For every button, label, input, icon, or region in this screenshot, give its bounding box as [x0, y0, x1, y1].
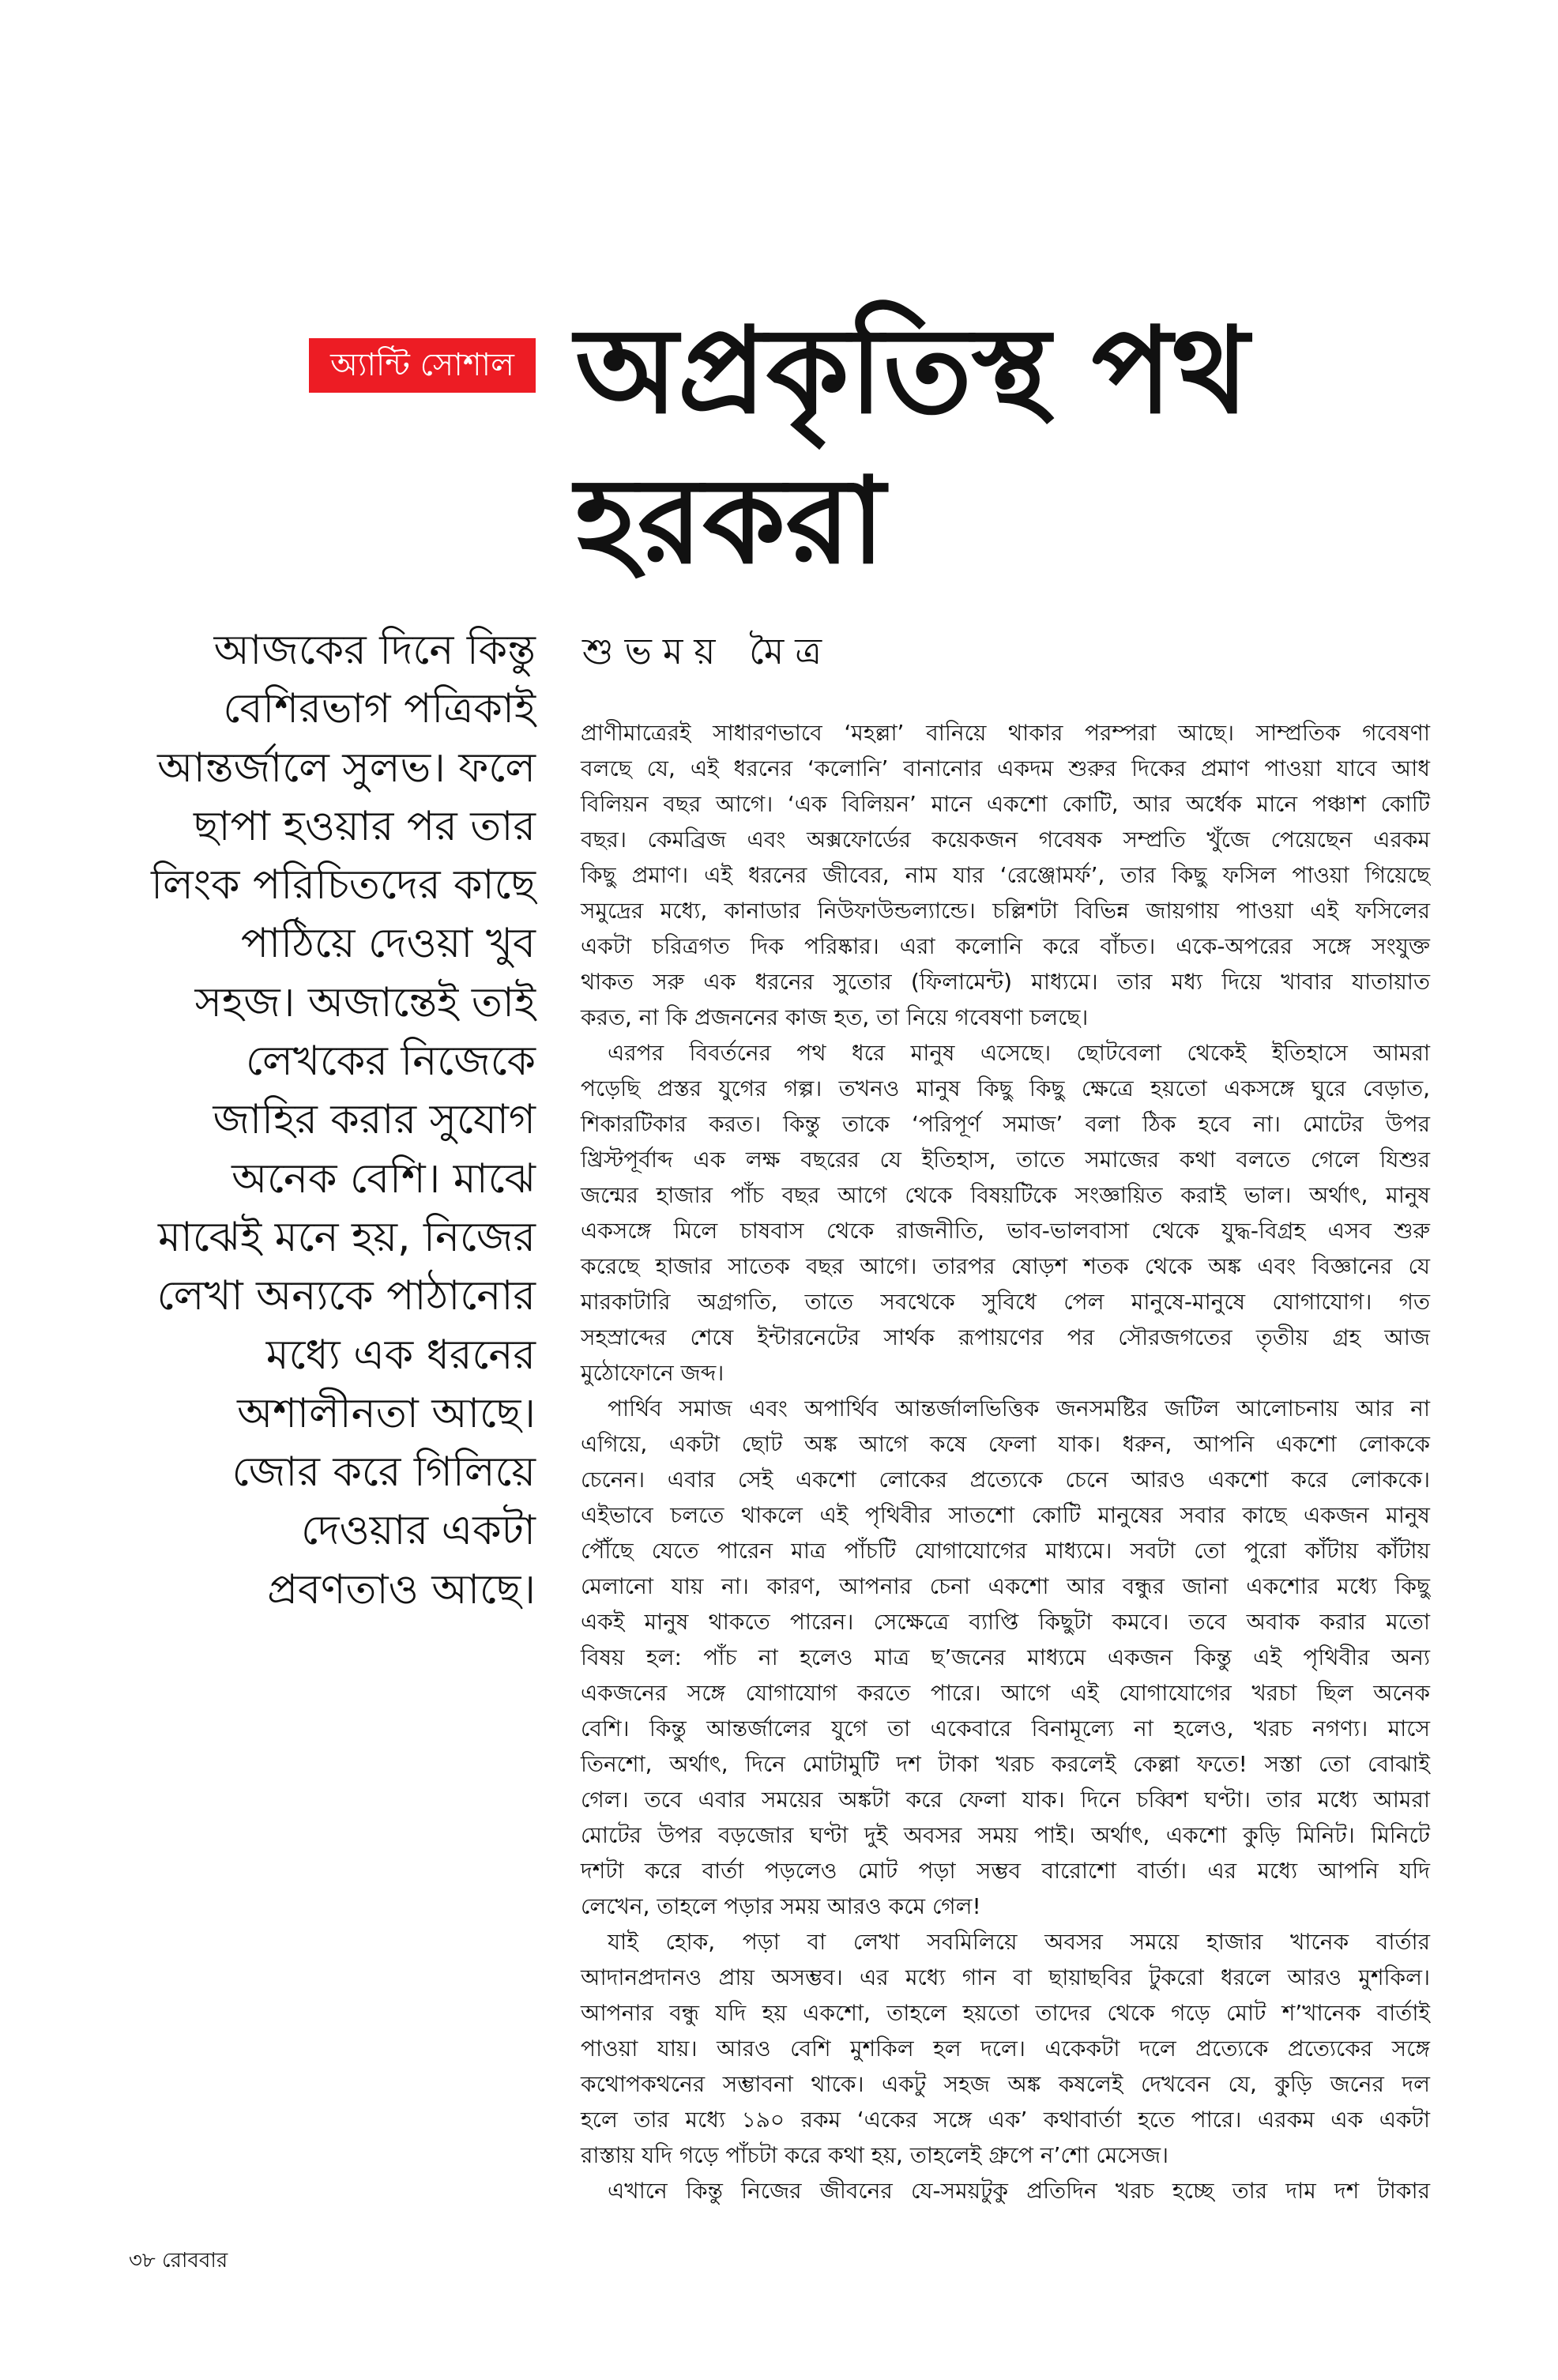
pull-quote-line: অনেক বেশি। মাঝে [231, 1154, 536, 1203]
body-line: হলে তার মধ্যে ১৯০ রকম ‘একের সঙ্গে এক’ কথাবার্তা হতে পারে। এরকম এক একটা [581, 2107, 1430, 2133]
body-line: খ্রিস্টপূর্বাব্দ এক লক্ষ বছরের যে ইতিহাস, তাতে সমাজের কথা বলতে গেলে যিশুর [581, 1147, 1430, 1173]
body-line: এইভাবে চলতে থাকলে এই পৃথিবীর সাতশো কোটি মানুষের সবার কাছে একজন মানুষ [581, 1502, 1430, 1528]
body-line: বলছে যে, এই ধরনের ‘কলোনি’ বানানোর একদম শুরুর দিকের প্রমাণ পাওয়া যাবে আধ [581, 755, 1430, 781]
body-line: তিনশো, অর্থাৎ, দিনে মোটামুটি দশ টাকা খরচ করলেই কেল্লা ফতে! সস্তা তো বোঝাই [581, 1751, 1430, 1777]
publication-name: রোববার [162, 2249, 228, 2273]
article-title-line-2: হরকরা [575, 453, 886, 590]
body-line: করত, না কি প্রজননের কাজ হত, তা নিয়ে গবেষণা চলছে। [581, 1004, 1089, 1030]
paragraph [581, 1924, 1430, 2173]
body-line: পড়েছি প্রস্তর যুগের গল্প। তখনও মানুষ কিছু কিছু ক্ষেত্রে হয়তো একসঙ্গে ঘুরে বেড়াত, [581, 1075, 1430, 1102]
body-line: পাওয়া যায়। আরও বেশি মুশকিল হল দলে। একেকটা দলে প্রত্যেকে প্রত্যেকের সঙ্গে [581, 2035, 1430, 2062]
pull-quote-line: আজকের দিনে কিন্তু [213, 627, 536, 674]
pull-quote-line: লিংক পরিচিতদের কাছে [151, 861, 536, 909]
body-line: যাই হোক, পড়া বা লেখা সবমিলিয়ে অবসর সময়ে হাজার খানেক বার্তার [608, 1929, 1430, 1955]
body-line: বিষয় হল: পাঁচ না হলেও মাত্র ছ’জনের মাধ্যমে একজন কিন্তু এই পৃথিবীর অন্য [581, 1644, 1430, 1670]
page-footer [129, 2244, 228, 2279]
body-line: চেনেন। এবার সেই একশো লোকের প্রত্যেকে চেনে আরও একশো করে লোককে। [581, 1467, 1430, 1493]
body-line: রাস্তায় যদি গড়ে পাঁচটা করে কথা হয়, তাহলেই গ্রুপে ন’শো মেসেজ। [581, 2142, 1169, 2168]
paragraph [581, 715, 1430, 1035]
pull-quote-line: আন্তর্জালে সুলভ। ফলে [157, 744, 536, 792]
body-line: মেলানো যায় না। কারণ, আপনার চেনা একশো আর বন্ধুর জানা একশোর মধ্যে কিছু [581, 1573, 1430, 1599]
body-line: একজনের সঙ্গে যোগাযোগ করতে পারে। আগে এই যোগাযোগের খরচা ছিল অনেক [581, 1680, 1430, 1706]
body-line: দশটা করে বার্তা পড়লেও মোট পড়া সম্ভব বারোশো বার্তা। এর মধ্যে আপনি যদি [581, 1858, 1430, 1884]
article-title-line-1: অপ্রকৃতিস্থ পথ [575, 303, 1249, 440]
body-line: বছর। কেমব্রিজ এবং অক্সফোর্ডের কয়েকজন গবেষক সম্প্রতি খুঁজে পেয়েছেন এরকম [581, 827, 1430, 853]
body-line: বেশি। কিন্তু আন্তর্জালের যুগে তা একেবারে বিনামূল্যে না হলেও, খরচ নগণ্য। মাসে [581, 1715, 1430, 1742]
body-line: কথোপকথনের সম্ভাবনা থাকে। একটু সহজ অঙ্ক কষলেই দেখবেন যে, কুড়ি জনের দল [581, 2071, 1430, 2097]
pull-quote [125, 621, 536, 1619]
pull-quote-line: পাঠিয়ে দেওয়া খুব [240, 920, 536, 968]
pull-quote-line: লেখা অন্যকে পাঠানোর [156, 1272, 536, 1320]
pull-quote-line: বেশিরভাগ পত্রিকাই [223, 685, 536, 733]
pull-quote-line: ছাপা হওয়ার পর তার [193, 802, 536, 850]
body-line: মুঠোফোনে জব্দ। [581, 1360, 724, 1386]
body-line: একসঙ্গে মিলে চাষবাস থেকে রাজনীতি, ভাব-ভালবাসা থেকে যুদ্ধ-বিগ্রহ এসব শুরু [581, 1218, 1430, 1244]
body-line: একটা চরিত্রগত দিক পরিষ্কার। এরা কলোনি করে বাঁচত। একে-অপরের সঙ্গে সংযুক্ত [581, 933, 1430, 959]
pull-quote-line: সহজ। অজান্তেই তাই [194, 978, 536, 1026]
pull-quote-line: মধ্যে এক ধরনের [265, 1331, 536, 1379]
body-line: করেছে হাজার সাতেক বছর আগে। তারপর ষোড়শ শতক থেকে অঙ্ক এবং বিজ্ঞানের যে [581, 1253, 1430, 1279]
section-tag: অ্যান্টি সোশাল [309, 338, 536, 393]
body-line: লেখেন, তাহলে পড়ার সময় আরও কমে গেল! [581, 1893, 981, 1919]
body-line: সহস্রাব্দের শেষে ইন্টারনেটের সার্থক রূপায়ণের পর সৌরজগতের তৃতীয় গ্রহ আজ [581, 1324, 1430, 1350]
body-line: এরপর বিবর্তনের পথ ধরে মানুষ এসেছে। ছোটবেলা থেকেই ইতিহাসে আমরা [608, 1040, 1430, 1066]
paragraph [581, 2173, 1430, 2209]
page-number: ৩৮ [129, 2249, 156, 2273]
body-line: সমুদ্রের মধ্যে, কানাডার নিউফাউন্ডল্যান্ডে। চল্লিশটা বিভিন্ন জায়গায় পাওয়া এই ফসিলের [581, 898, 1430, 924]
author-byline: শুভময় মৈত্র [582, 630, 834, 672]
body-line: গেল। তবে এবার সময়ের অঙ্কটা করে ফেলা যাক। দিনে চব্বিশ ঘণ্টা। তার মধ্যে আমরা [581, 1787, 1430, 1813]
pull-quote-line: অশালীনতা আছে। [237, 1389, 536, 1437]
pull-quote-line: জোর করে গিলিয়ে [231, 1448, 536, 1497]
body-line: এগিয়ে, একটা ছোট অঙ্ক আগে কষে ফেলা যাক। ধরুন, আপনি একশো লোককে [581, 1431, 1430, 1457]
paragraph [581, 1035, 1430, 1391]
pull-quote-line: জাহির করার সুযোগ [213, 1096, 536, 1144]
body-line: মারকাটারি অগ্রগতি, তাতে সবথেকে সুবিধে পেল মানুষে-মানুষে যোগাযোগ। গত [581, 1289, 1430, 1315]
pull-quote-line: দেওয়ার একটা [301, 1507, 536, 1555]
paragraph [581, 1391, 1430, 1924]
body-line: কিছু প্রমাণ। এই ধরনের জীবের, নাম যার ‘রেঞ্জোমর্ফ’, তার কিছু ফসিল পাওয়া গিয়েছে [581, 862, 1430, 888]
body-line: পৌঁছে যেতে পারেন মাত্র পাঁচটি যোগাযোগের মাধ্যমে। সবটা তো পুরো কাঁটায় কাঁটায় [581, 1538, 1430, 1564]
body-line: একই মানুষ থাকতে পারেন। সেক্ষেত্রে ব্যাপ্তি কিছুটা কমবে। তবে অবাক করার মতো [581, 1609, 1430, 1635]
pull-quote-line: লেখকের নিজেকে [245, 1037, 536, 1086]
body-line: আপনার বন্ধু যদি হয় একশো, তাহলে হয়তো তাদের থেকে গড়ে মোট শ’খানেক বার্তাই [581, 2000, 1430, 2026]
pull-quote-line: মাঝেই মনে হয়, নিজের [157, 1213, 536, 1261]
body-line: মোটের উপর বড়জোর ঘণ্টা দুই অবসর সময় পাই। অর্থাৎ, একশো কুড়ি মিনিট। মিনিটে [581, 1822, 1430, 1848]
article-body [581, 715, 1430, 2209]
body-line: প্রাণীমাত্রেরই সাধারণভাবে ‘মহল্লা’ বানিয়ে থাকার পরম্পরা আছে। সাম্প্রতিক গবেষণা [581, 720, 1430, 746]
pull-quote-line: প্রবণতাও আছে। [267, 1565, 536, 1614]
body-line: বিলিয়ন বছর আগে। ‘এক বিলিয়ন’ মানে একশো কোটি, আর অর্ধেক মানে পঞ্চাশ কোটি [581, 791, 1430, 817]
body-line: শিকারটিকার করত। কিন্তু তাকে ‘পরিপূর্ণ সমাজ’ বলা ঠিক হবে না। মোটের উপর [581, 1111, 1430, 1137]
body-line: এখানে কিন্তু নিজের জীবনের যে-সময়টুকু প্রতিদিন খরচ হচ্ছে তার দাম দশ টাকার [608, 2178, 1430, 2204]
body-line: জন্মের হাজার পাঁচ বছর আগে থেকে বিষয়টিকে সংজ্ঞায়িত করাই ভাল। অর্থাৎ, মানুষ [581, 1182, 1430, 1208]
body-line: আদানপ্রদানও প্রায় অসম্ভব। এর মধ্যে গান বা ছায়াছবির টুকরো ধরলে আরও মুশকিল। [581, 1964, 1430, 1990]
body-line: পার্থিব সমাজ এবং অপার্থিব আন্তর্জালভিত্তিক জনসমষ্টির জটিল আলোচনায় আর না [608, 1395, 1430, 1422]
body-line: থাকত সরু এক ধরনের সুতোর (ফিলামেন্ট) মাধ্যমে। তার মধ্য দিয়ে খাবার যাতায়াত [581, 969, 1430, 995]
